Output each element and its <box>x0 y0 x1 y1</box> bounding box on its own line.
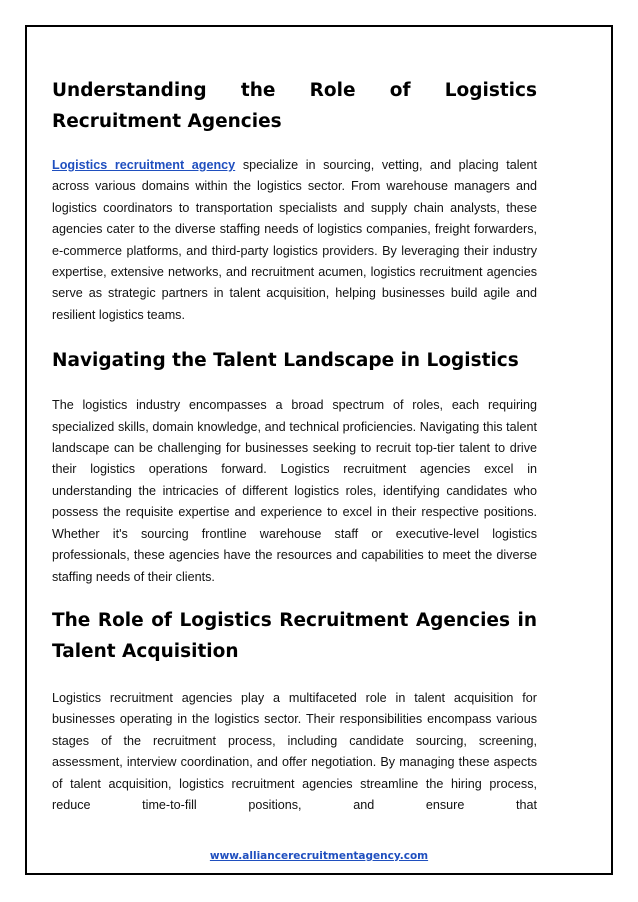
paragraph-text: specialize in sourcing, vetting, and placing talent across various domains within the logistics sector. From warehouse managers and logistics coordinators to transportation specialists and supply chain analysts, these agencies cater to the diverse staffing needs of logistics companies, freight forwarders, e-commerce platforms, and third-party logistics providers. By leveraging their industry expertise, extensive networks, and recruitment acumen, logistics recruitment agencies serve as strategic partners in talent acquisition, helping businesses build agile and resilient logistics teams. <box>52 158 538 322</box>
section-paragraph-understanding <box>52 155 537 326</box>
section-paragraph-role: Logistics recruitment agencies play a multifaceted role in talent acquisition for businesses operating in the logistics sector. Their responsibilities encompass various stages of the recruitment process, including candidate sourcing, screening, assessment, interview coordination, and offer negotiation. By managing these aspects of talent acquisition, logistics recruitment agencies streamline the hiring process, reduce time-to-fill positions, and ensure that <box>52 690 537 812</box>
section-heading-understanding: Understanding the Role of Logistics Recruitment Agencies <box>52 80 537 132</box>
logistics-recruitment-agency-link[interactable]: Logistics recruitment agency <box>52 158 236 172</box>
document-body <box>52 52 537 816</box>
footer-website-link[interactable]: www.alliancerecruitmentagency.com <box>209 850 429 862</box>
section-heading-role: The Role of Logistics Recruitment Agencies in Talent Acquisition <box>52 609 537 662</box>
section-paragraph-navigating: The logistics industry encompasses a broad spectrum of roles, each requiring specialized skills, domain knowledge, and technical proficiencies. Navigating this talent landscape can be challenging for businesses seeking to recruit top-tier talent to drive their logistics operations forward. Logistics recruitment agencies excel in understanding the intricacies of different logistics roles, identifying candidates who possess the requisite expertise and experience to excel in their respective positions. Whether it's sourcing frontline warehouse staff or executive-level logistics professionals, these agencies have the resources and capabilities to meet the diverse staffing needs of their clients. <box>52 398 537 584</box>
section-heading-navigating: Navigating the Talent Landscape in Logistics <box>52 350 519 372</box>
